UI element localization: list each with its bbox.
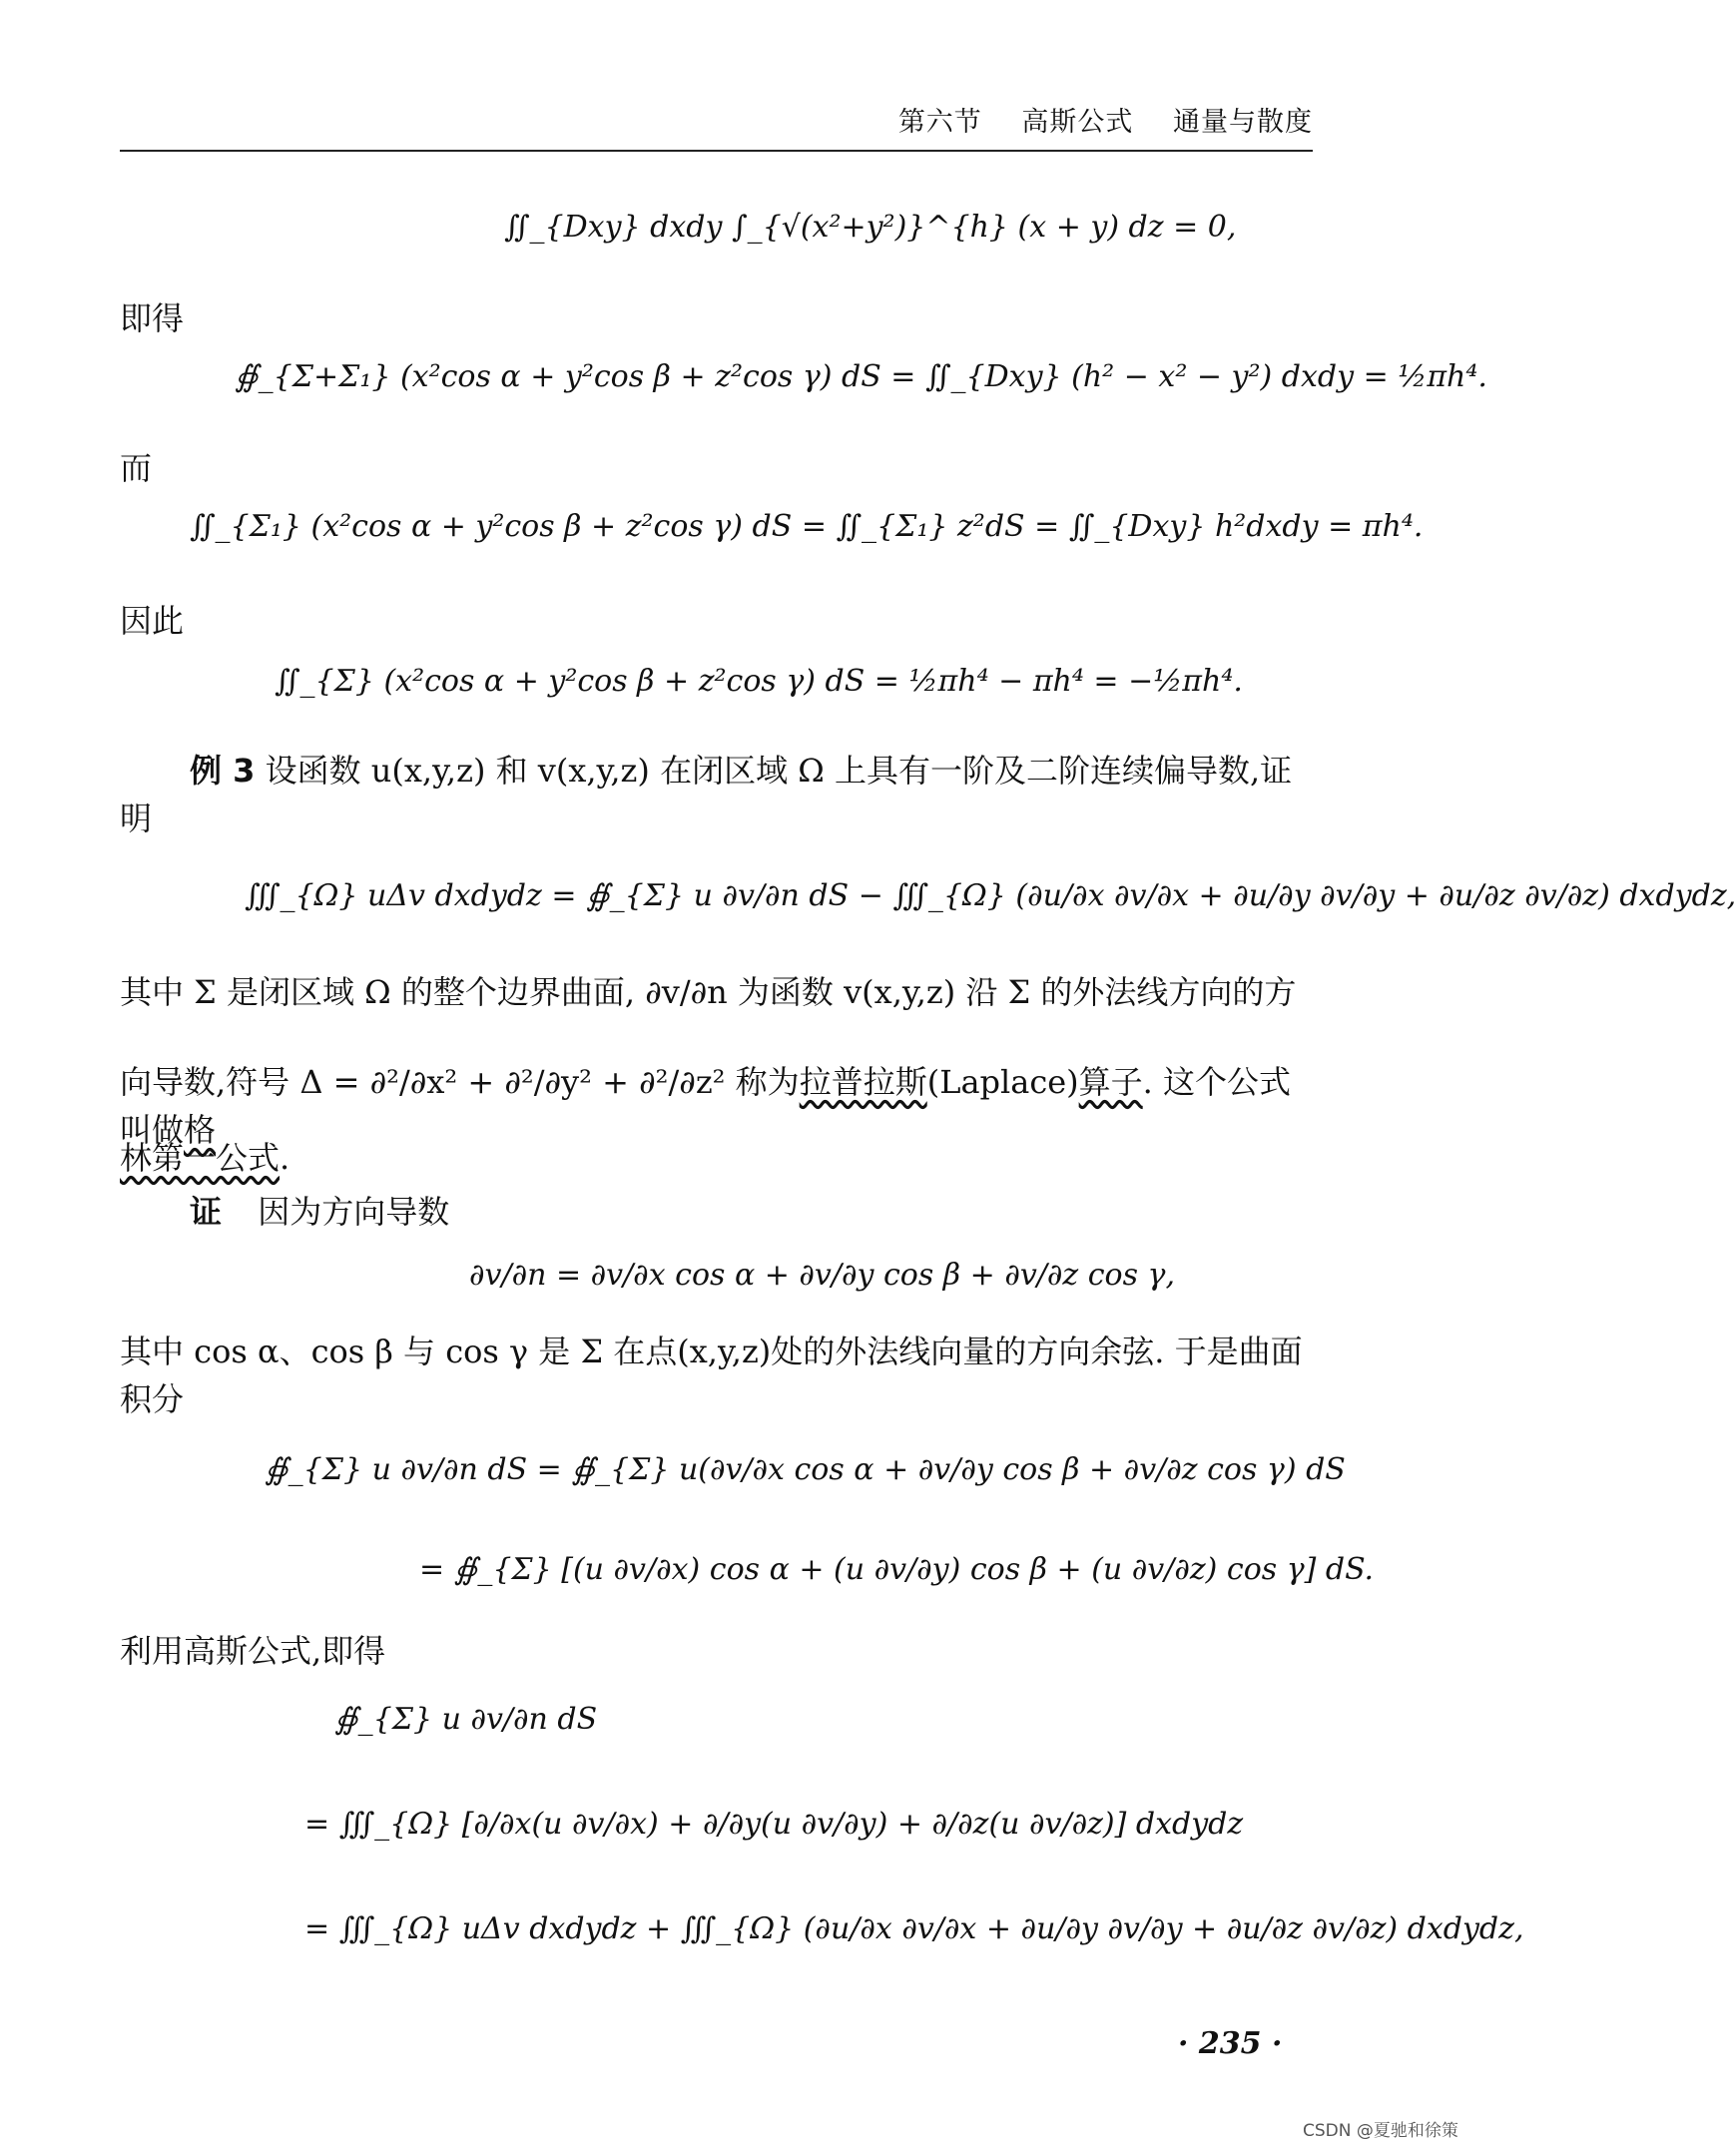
equation-7a: ∯_{Σ} u ∂v/∂n dS = ∯_{Σ} u(∂v/∂x cos α + ∂v/∂y cos β + ∂v/∂z cos γ) dS bbox=[265, 1452, 1346, 1487]
p1c-dot: . bbox=[280, 1139, 290, 1177]
proof-label: 证 bbox=[190, 1193, 223, 1231]
proof-text: 因为方向导数 bbox=[258, 1193, 450, 1231]
header-subtitle: 通量与散度 bbox=[1173, 107, 1313, 138]
equation-4: ∬_{Σ} (x²cos α + y²cos β + z²cos γ) dS = ½πh⁴ − πh⁴ = −½πh⁴. bbox=[275, 664, 1243, 699]
equation-8a: ∯_{Σ} u ∂v/∂n dS bbox=[334, 1702, 598, 1737]
p1b-post: . 这个公式叫做 bbox=[120, 1063, 1292, 1149]
running-header bbox=[120, 100, 1313, 139]
text-er: 而 bbox=[120, 449, 153, 487]
header-title: 高斯公式 bbox=[1021, 107, 1134, 138]
header-rule bbox=[120, 150, 1313, 152]
equation-6: ∂v/∂n = ∂v/∂x cos α + ∂v/∂y cos β + ∂v/∂z cos γ, bbox=[469, 1258, 1176, 1293]
operator-term: 算子 bbox=[1078, 1063, 1143, 1101]
green-term-start: 格 bbox=[184, 1111, 217, 1149]
equation-2: ∯_{Σ+Σ₁} (x²cos α + y²cos β + z²cos γ) dS = ∬_{Dxy} (h² − x² − y²) dxdy = ½πh⁴. bbox=[235, 359, 1487, 394]
example-3-text: 设函数 u(x,y,z) 和 v(x,y,z) 在闭区域 Ω 上具有一阶及二阶连续偏导数,证明 bbox=[120, 752, 1293, 837]
green-first-formula: 林第一公式 bbox=[120, 1139, 281, 1177]
page-number: · 235 · bbox=[1178, 2026, 1283, 2061]
paragraph-1a: 其中 Σ 是闭区域 Ω 的整个边界曲面, ∂v/∂n 为函数 v(x,y,z) 沿 Σ 的外法线方向的方 bbox=[120, 973, 1297, 1011]
text-yinci: 因此 bbox=[120, 602, 185, 640]
paragraph-1c bbox=[120, 1134, 1313, 1182]
p1b-paren: (Laplace) bbox=[926, 1063, 1079, 1101]
text-jide: 即得 bbox=[120, 299, 185, 337]
example-3-label: 例 3 bbox=[190, 752, 256, 790]
laplace-term: 拉普拉斯 bbox=[799, 1063, 927, 1101]
equation-8b: = ∭_{Ω} [∂/∂x(u ∂v/∂x) + ∂/∂y(u ∂v/∂y) + ∂/∂z(u ∂v/∂z)] dxdydz bbox=[304, 1807, 1244, 1842]
watermark: CSDN @夏驰和徐策 bbox=[1303, 2121, 1458, 2141]
text-gauss: 利用高斯公式,即得 bbox=[120, 1632, 386, 1670]
example-3-paragraph bbox=[120, 747, 1313, 842]
header-section: 第六节 bbox=[897, 107, 982, 138]
equation-8c: = ∭_{Ω} uΔv dxdydz + ∭_{Ω} (∂u/∂x ∂v/∂x + ∂u/∂y ∂v/∂y + ∂u/∂z ∂v/∂z) dxdydz, bbox=[304, 1911, 1524, 1946]
p1b-pre: 向导数,符号 Δ = ∂²/∂x² + ∂²/∂y² + ∂²/∂z² 称为 bbox=[120, 1063, 800, 1101]
equation-5: ∭_{Ω} uΔv dxdydz = ∯_{Σ} u ∂v/∂n dS − ∭_{Ω} (∂u/∂x ∂v/∂x + ∂u/∂y ∂v/∂y + ∂u/∂z ∂v/∂z) dxdydz, bbox=[245, 878, 1736, 913]
equation-7b: = ∯_{Σ} [(u ∂v/∂x) cos α + (u ∂v/∂y) cos β + (u ∂v/∂z) cos γ] dS. bbox=[419, 1552, 1375, 1587]
proof-paragraph bbox=[120, 1188, 1313, 1236]
equation-3: ∬_{Σ₁} (x²cos α + y²cos β + z²cos γ) dS = ∬_{Σ₁} z²dS = ∬_{Dxy} h²dxdy = πh⁴. bbox=[190, 509, 1424, 544]
equation-1: ∬_{Dxy} dxdy ∫_{√(x²+y²)}^{h} (x + y) dz = 0, bbox=[504, 210, 1237, 245]
paragraph-2: 其中 cos α、cos β 与 cos γ 是 Σ 在点(x,y,z)处的外法线向量的方向余弦. 于是曲面积分 bbox=[120, 1333, 1303, 1418]
